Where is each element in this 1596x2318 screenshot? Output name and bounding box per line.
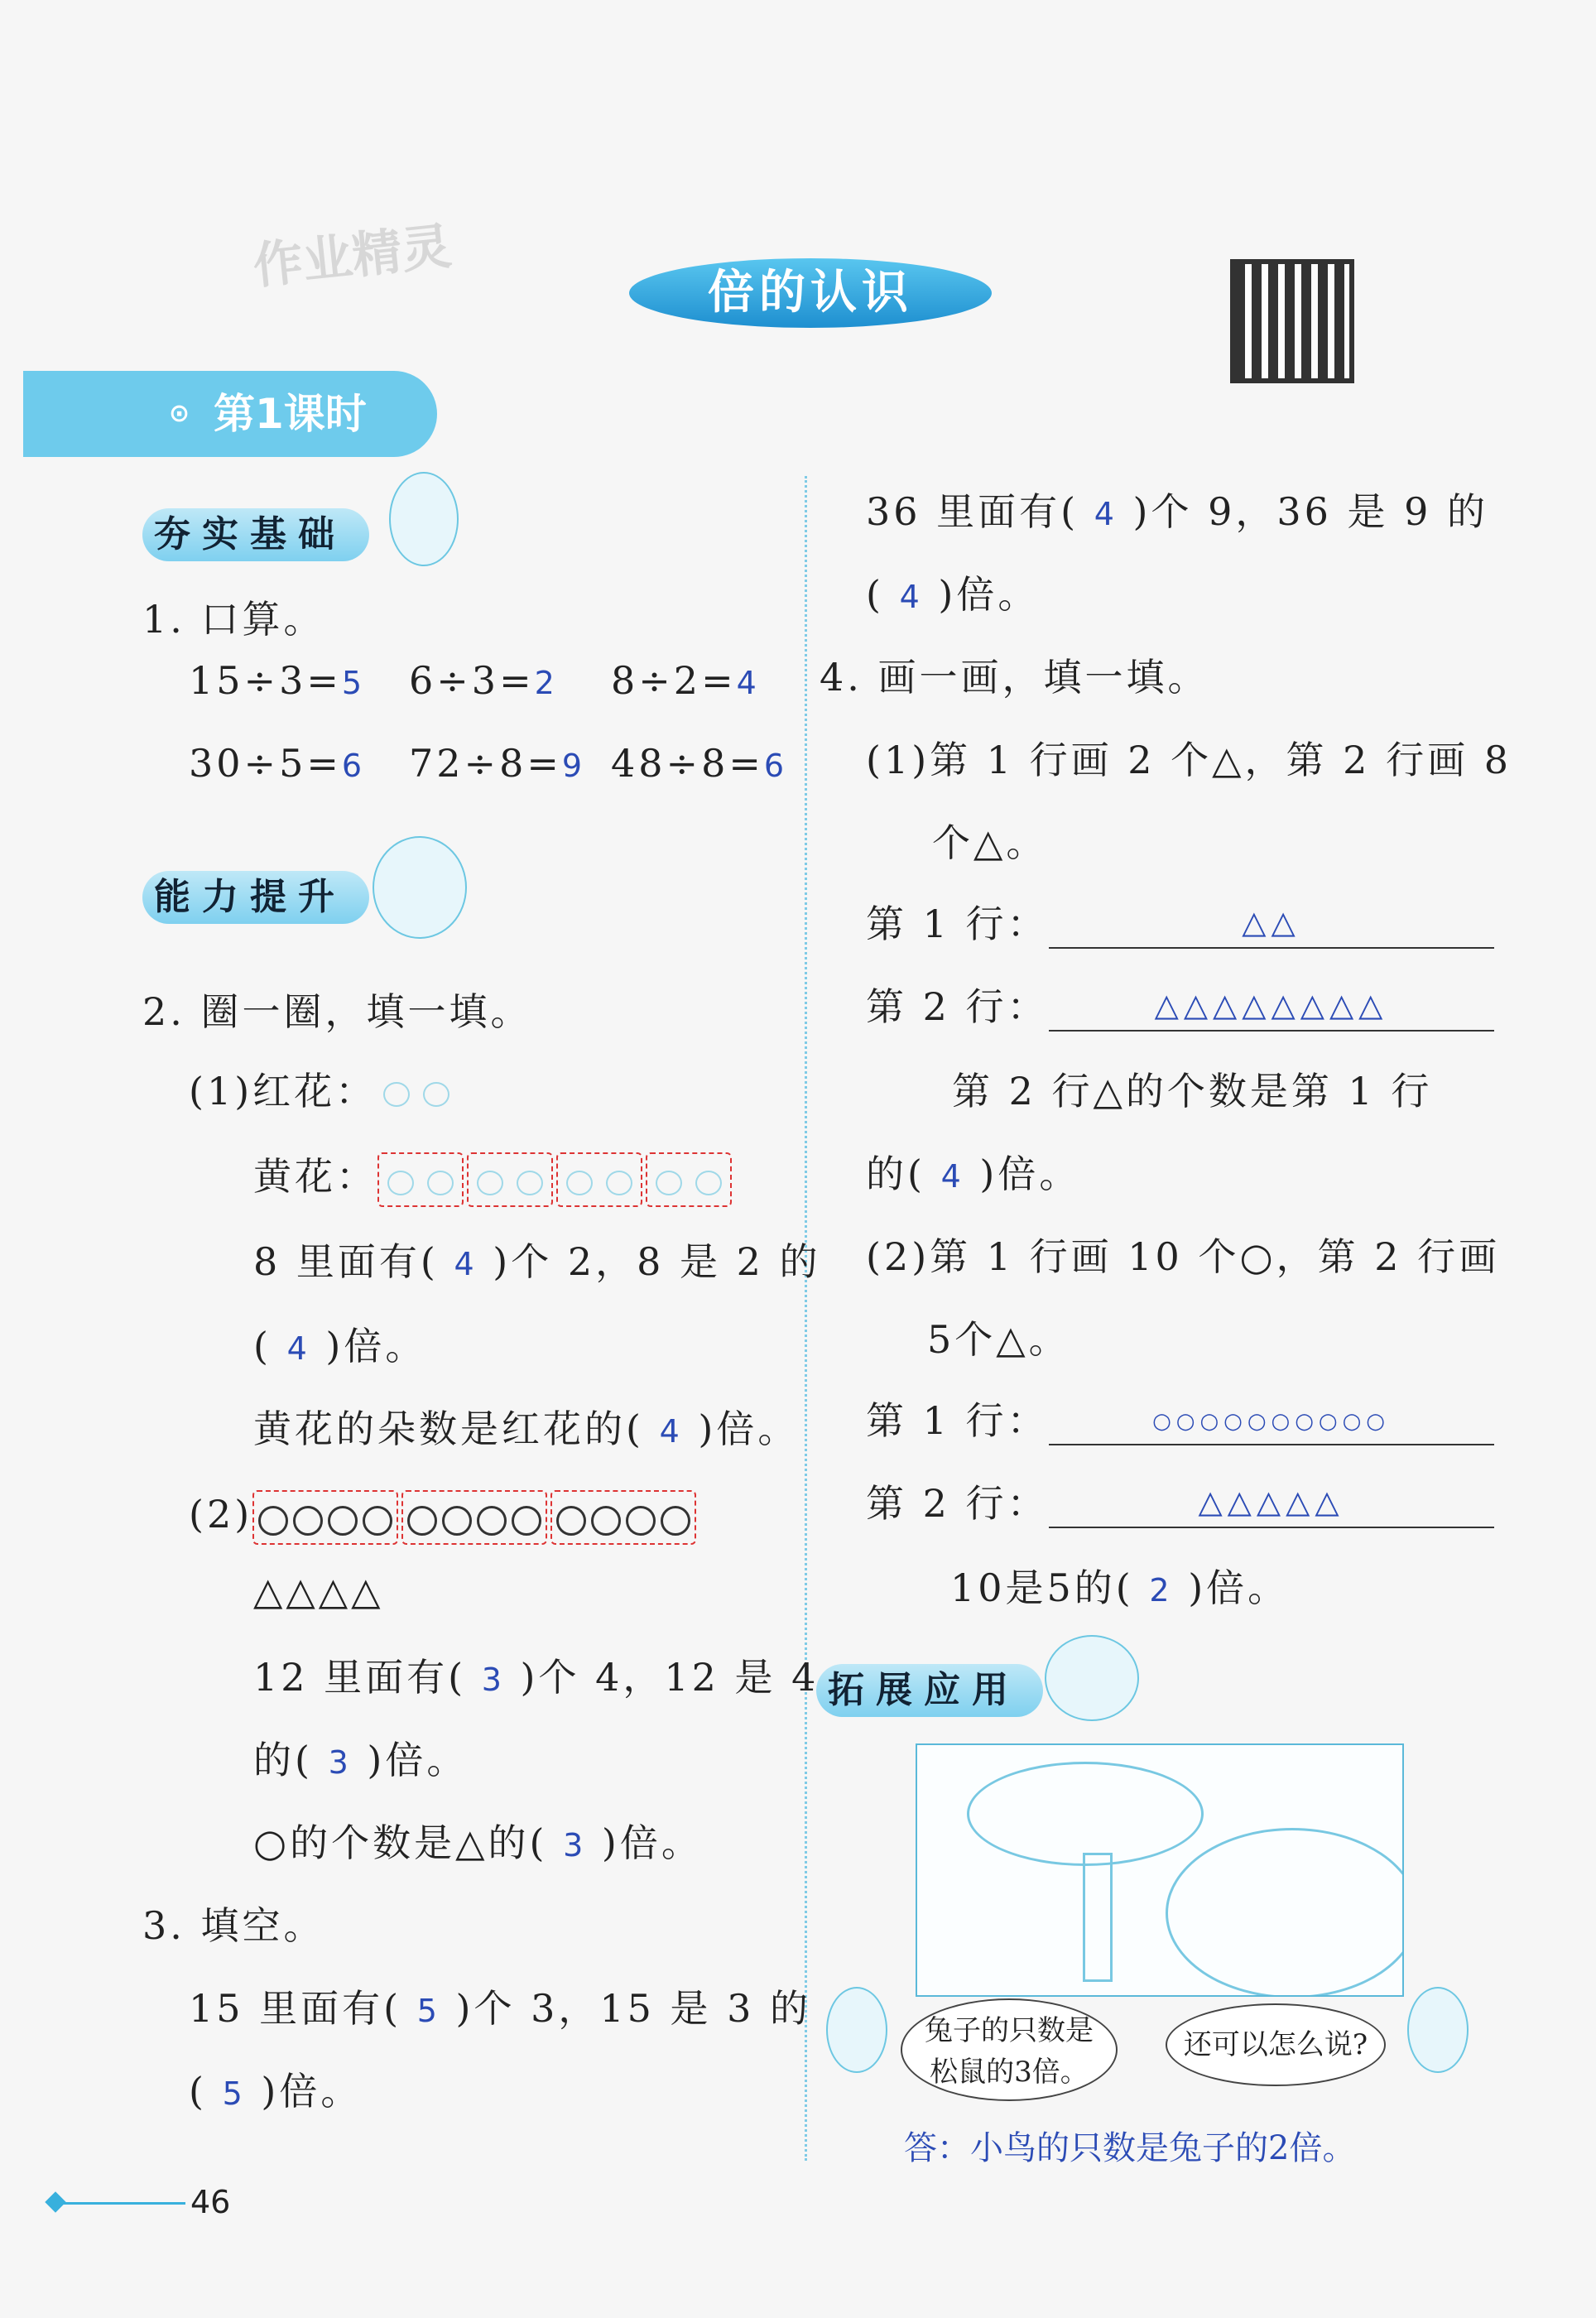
q1-item: 6÷3=2 xyxy=(409,658,558,703)
q4-p1-line3: 第 2 行△的个数是第 1 行 xyxy=(952,1069,1433,1113)
girl-illustration xyxy=(389,472,459,566)
circled-group xyxy=(377,1152,464,1207)
section-tag-basic: 夯实基础 xyxy=(142,508,369,561)
circled-group xyxy=(252,1490,398,1545)
q3-line3: 36 里面有( 4 )个 9，36 是 9 的 xyxy=(866,489,1489,534)
q2-p2-line3: ○的个数是△的( 3 )倍。 xyxy=(253,1820,703,1865)
q2-title: 2. 圈一圈，填一填。 xyxy=(142,989,532,1034)
column-divider xyxy=(805,476,807,2161)
q4-p1-line4: 的( 4 )倍。 xyxy=(866,1152,1081,1196)
circled-group xyxy=(467,1152,553,1207)
q4-p2-line1: (2)第 1 行画 10 个○，第 2 行画 xyxy=(866,1234,1501,1279)
cat-illustration xyxy=(1045,1635,1139,1721)
q4-row3: 第 1 行： ○○○○○○○○○○ xyxy=(866,1391,1494,1445)
q2-p2-line1: 12 里面有( 3 )个 4，12 是 4 xyxy=(253,1655,820,1700)
q1-item: 15÷3=5 xyxy=(189,658,366,703)
girl-illustration-2 xyxy=(1407,1987,1469,2073)
girl-writing-illustration xyxy=(373,836,467,939)
q4-p2-line3: 10是5的( 2 )倍。 xyxy=(950,1565,1290,1610)
q2-p2-line2: 的( 3 )倍。 xyxy=(253,1738,469,1782)
q4-p2-line2: 5个△。 xyxy=(927,1317,1070,1362)
q2-p1-line3: 黄花的朵数是红花的( 4 )倍。 xyxy=(253,1407,800,1451)
q1-item: 30÷5=6 xyxy=(189,741,366,786)
circled-group xyxy=(646,1152,732,1207)
bullet-icon: ⊙ xyxy=(169,399,190,428)
q2-p2-circles: (2) xyxy=(189,1490,699,1545)
q1-item: 72÷8=9 xyxy=(409,741,586,786)
circled-group xyxy=(556,1152,642,1207)
q4-p1-line1: (1)第 1 行画 2 个△，第 2 行画 8 xyxy=(866,738,1512,782)
diamond-icon xyxy=(45,2191,65,2212)
speech-bubble-2: 还可以怎么说? xyxy=(1166,2003,1386,2086)
q2-red-flowers: (1)红花： xyxy=(189,1061,456,1116)
extension-answer: 答：小鸟的只数是兔子的2倍。 xyxy=(904,2129,1356,2167)
boy-illustration xyxy=(826,1987,887,2073)
tree-icon xyxy=(967,1762,1204,1866)
q2-p1-line1: 8 里面有( 4 )个 2，8 是 2 的 xyxy=(253,1239,821,1284)
lesson-banner xyxy=(23,371,437,457)
q2-yellow-flowers: 黄花： xyxy=(253,1147,735,1207)
q4-row1: 第 1 行： △△ xyxy=(866,894,1494,949)
q3-line2: ( 5 )倍。 xyxy=(189,2069,363,2114)
q1-item: 8÷2=4 xyxy=(611,658,760,703)
q4-row4: 第 2 行： △△△△△ xyxy=(866,1474,1494,1528)
qr-code xyxy=(1230,259,1354,383)
q2-p2-triangles: △△△△ xyxy=(253,1569,384,1613)
q3-title: 3. 填空。 xyxy=(142,1903,325,1948)
flower-icon xyxy=(383,1082,410,1107)
q1-title: 1. 口算。 xyxy=(142,597,325,642)
page-title: 倍的认识 xyxy=(629,258,992,328)
page-number-line xyxy=(53,2202,185,2205)
q4-title: 4. 画一画，填一填。 xyxy=(820,655,1209,700)
q4-p1-line2: 个△。 xyxy=(932,820,1048,865)
circled-group xyxy=(550,1490,696,1545)
q4-row2: 第 2 行： △△△△△△△△ xyxy=(866,977,1494,1032)
lesson-label: 第1课时 xyxy=(214,390,367,438)
q2-p1-line2: ( 4 )倍。 xyxy=(253,1324,427,1368)
section-tag-extend: 拓展应用 xyxy=(816,1664,1043,1717)
q3-line4: ( 4 )倍。 xyxy=(866,572,1040,617)
speech-bubble-1: 兔子的只数是松鼠的3倍。 xyxy=(901,1998,1118,2101)
circled-group xyxy=(401,1490,547,1545)
section-tag-advance: 能力提升 xyxy=(142,871,369,924)
hill xyxy=(1166,1828,1404,1997)
q3-line1: 15 里面有( 5 )个 3，15 是 3 的 xyxy=(189,1986,812,2031)
q1-item: 48÷8=6 xyxy=(611,741,788,786)
watermark-top: 作业精灵 xyxy=(250,217,454,296)
page-number: 46 xyxy=(190,2184,231,2220)
scene-illustration xyxy=(916,1743,1404,1997)
flower-icon xyxy=(423,1082,449,1107)
